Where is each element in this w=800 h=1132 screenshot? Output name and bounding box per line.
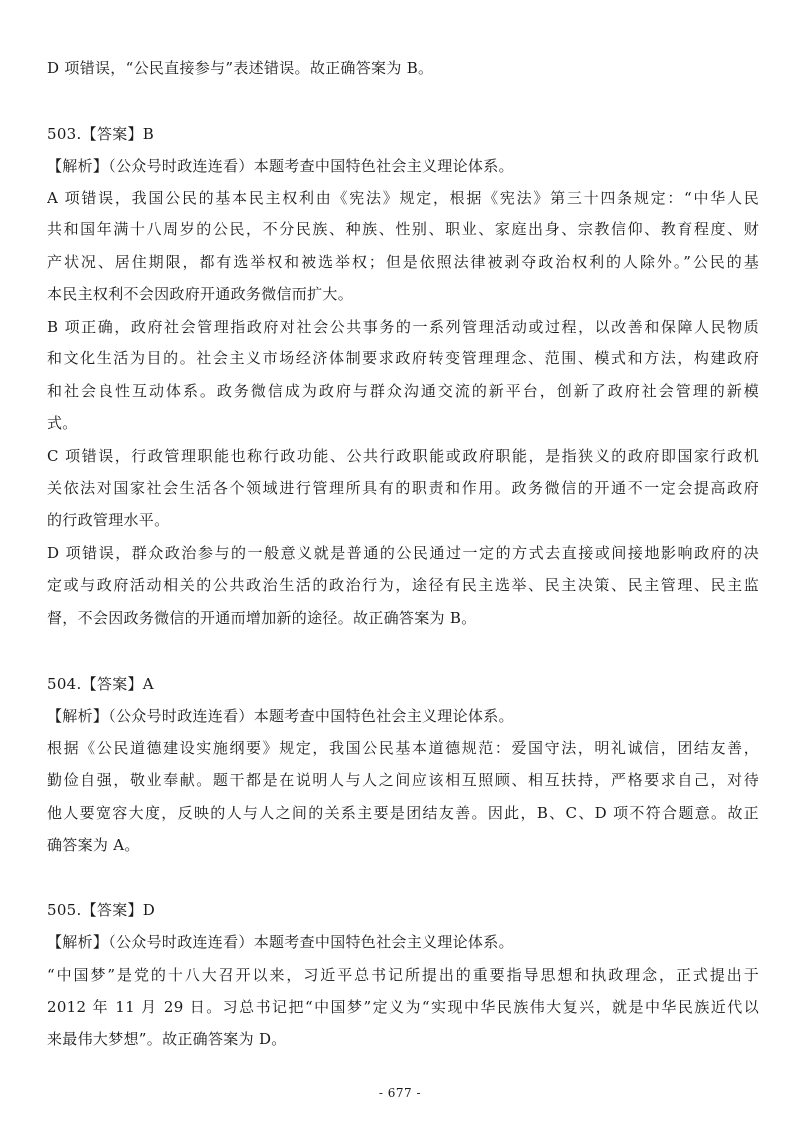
question-503-paragraph-line: 本民主权利不会因政府开通政务微信而扩大。 [47, 285, 354, 303]
question-503-paragraph-line: D 项错误，群众政治参与的一般意义就是普通的公民通过一定的方式去直接或间接地影响政府的决 [47, 544, 759, 562]
question-503-paragraph-line: 式。 [47, 414, 78, 432]
question-503-paragraph-line: 督，不会因政务微信的开通而增加新的途径。故正确答案为 B。 [47, 609, 477, 627]
question-504-paragraph-line: 确答案为 A。 [47, 836, 140, 854]
question-503-paragraph-line: 共和国年满十八周岁的公民，不分民族、种族、性别、职业、家庭出身、宗教信仰、教育程度、财 [47, 220, 759, 238]
question-503-analysis-label: 【解析】（公众号时政连连看）本题考查中国特色社会主义理论体系。 [47, 157, 514, 175]
question-503-paragraph-line: B 项正确，政府社会管理指政府对社会公共事务的一系列管理活动或过程，以改善和保障人民物质 [47, 318, 759, 336]
question-504-analysis-label: 【解析】（公众号时政连连看）本题考查中国特色社会主义理论体系。 [47, 707, 514, 725]
question-504-paragraph-line: 他人要宽容大度，反映的人与人之间的关系主要是团结友善。因此，B、C、D 项不符合题意。故正 [47, 804, 759, 822]
question-503-paragraph-line: 关依法对国家社会生活各个领域进行管理所具有的职责和作用。政务微信的开通不一定会提高政府 [47, 479, 759, 497]
question-503-paragraph-line: 定或与政府活动相关的公共政治生活的政治行为，途径有民主选举、民主决策、民主管理、民主监 [47, 576, 759, 594]
question-504-answer-header: 504.【答案】A [47, 675, 154, 693]
question-505-paragraph-line: “中国梦”是党的十八大召开以来，习近平总书记所提出的重要指导思想和执政理念，正式提出于 [47, 966, 759, 984]
question-505-analysis-label: 【解析】（公众号时政连连看）本题考查中国特色社会主义理论体系。 [47, 933, 514, 951]
question-504-paragraph-line: 勤俭自强，敬业奉献。题干都是在说明人与人之间应该相互照顾、相互扶持，严格要求自己，对待 [47, 771, 759, 789]
question-505-paragraph-line: 来最伟大梦想”。故正确答案为 D。 [47, 1030, 287, 1048]
question-503-answer-header: 503.【答案】B [47, 125, 155, 143]
question-503-paragraph-line: A 项错误，我国公民的基本民主权利由《宪法》规定，根据《宪法》第三十四条规定：“中华人民 [47, 189, 759, 207]
intro-line: D 项错误，“公民直接参与”表述错误。故正确答案为 B。 [47, 59, 434, 77]
question-503-paragraph-line: 的行政管理水平。 [47, 511, 170, 529]
question-503-paragraph-line: C 项错误，行政管理职能也称行政功能、公共行政职能或政府职能，是指狭义的政府即国家行政机 [47, 447, 759, 465]
question-505-answer-header: 505.【答案】D [47, 901, 156, 919]
question-505-paragraph-line: 2012 年 11 月 29 日。习总书记把“中国梦”定义为“实现中华民族伟大复兴，就是中华民族近代以 [47, 998, 759, 1016]
page-number: - 677 - [378, 1086, 422, 1100]
question-503-paragraph-line: 和社会良性互动体系。政务微信成为政府与群众沟通交流的新平台，创新了政府社会管理的新模 [47, 382, 759, 400]
question-504-paragraph-line: 根据《公民道德建设实施纲要》规定，我国公民基本道德规范：爱国守法，明礼诚信，团结友善， [47, 739, 759, 757]
question-503-paragraph-line: 和文化生活为目的。社会主义市场经济体制要求政府转变管理理念、范围、模式和方法，构建政府 [47, 349, 759, 367]
question-503-paragraph-line: 产状况、居住期限，都有选举权和被选举权；但是依照法律被剥夺政治权利的人除外。”公民的基 [47, 253, 759, 271]
